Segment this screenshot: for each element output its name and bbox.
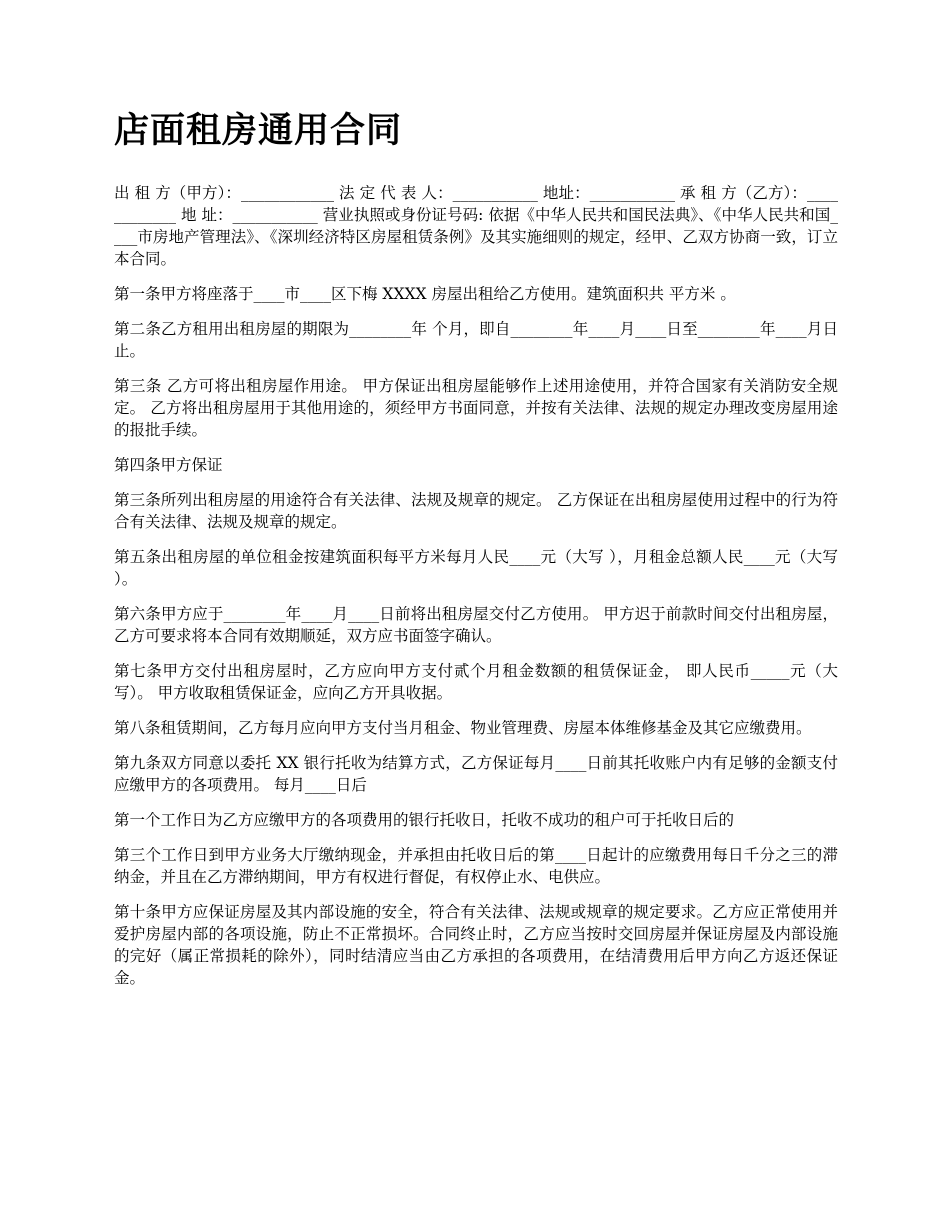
paragraph-article-5: 第五条出租房屋的单位租金按建筑面积每平方米每月人民____元（大写 ），月租金总额人民____元（大写 ）。	[114, 547, 838, 588]
paragraph-parties: 出 租 方（甲方）：____________ 法 定 代 表 人：___________ 地址：___________ 承 租 方（乙方）：____________ 地 址：___________ 营业执照或身份证号码: 依据《中华人民共和国民法典》、《中华人民共和国____市房地产管理法》、《深圳经济特区房屋租赁条例》及其实施细则的规定，经甲、乙双方协商一致，订立本合同。	[114, 183, 838, 268]
paragraph-article-8: 第八条租赁期间，乙方每月应向甲方支付当月租金、物业管理费、房屋本体维修基金及其它应缴费用。	[114, 718, 812, 737]
paragraph-article-4-body: 第三条所列出租房屋的用途符合有关法律、法规及规章的规定。 乙方保证在出租房屋使用过程中的行为符合有关法律、法规及规章的规定。	[114, 490, 838, 531]
paragraph-article-9: 第九条双方同意以委托 XX 银行托收为结算方式，乙方保证每月____日前其托收账户内有足够的金额支付应缴甲方的各项费用。 每月____日后	[114, 753, 838, 794]
paragraph-article-7: 第七条甲方交付出租房屋时，乙方应向甲方支付贰个月租金数额的租赁保证金， 即人民币_____元（大写）。 甲方收取租赁保证金，应向乙方开具收据。	[114, 661, 838, 702]
paragraph-article-1: 第一条甲方将座落于____市____区下梅 XXXX 房屋出租给乙方使用。建筑面积共 平方米 。	[114, 284, 736, 303]
document-title: 店面租房通用合同	[114, 110, 403, 151]
paragraph-article-9-cont-1: 第一个工作日为乙方应缴甲方的各项费用的银行托收日，托收不成功的租户可于托收日后的	[114, 810, 735, 829]
document-page	[114, 108, 838, 1002]
paragraph-article-3: 第三条 乙方可将出租房屋作用途。 甲方保证出租房屋能够作上述用途使用，并符合国家有关消防安全规定。 乙方将出租房屋用于其他用途的，须经甲方书面同意，并按有关法律、法规的规定办理改变房屋用途的报批手续。	[114, 376, 838, 439]
paragraph-article-9-cont-2: 第三个工作日到甲方业务大厅缴纳现金，并承担由托收日后的第____日起计的应缴费用每日千分之三的滞纳金，并且在乙方滞纳期间，甲方有权进行督促，有权停止水、电供应。	[114, 845, 838, 886]
paragraph-article-10: 第十条甲方应保证房屋及其内部设施的安全，符合有关法律、法规或规章的规定要求。乙方应正常使用并爱护房屋内部的各项设施，防止不正常损坏。合同终止时，乙方应当按时交回房屋并保证房屋及内部设施的完好（属正常损耗的除外），同时结清应当由乙方承担的各项费用，在结清费用后甲方向乙方返还保证金。	[114, 902, 838, 987]
paragraph-article-6: 第六条甲方应于________年____月____日前将出租房屋交付乙方使用。 甲方迟于前款时间交付出租房屋，乙方可要求将本合同有效期顺延，双方应书面签字确认。	[114, 604, 838, 645]
paragraph-article-4-heading: 第四条甲方保证	[114, 455, 223, 474]
paragraph-article-2: 第二条乙方租用出租房屋的期限为________年 个月，即自________年____月____日至________年____月日止。	[114, 319, 838, 360]
